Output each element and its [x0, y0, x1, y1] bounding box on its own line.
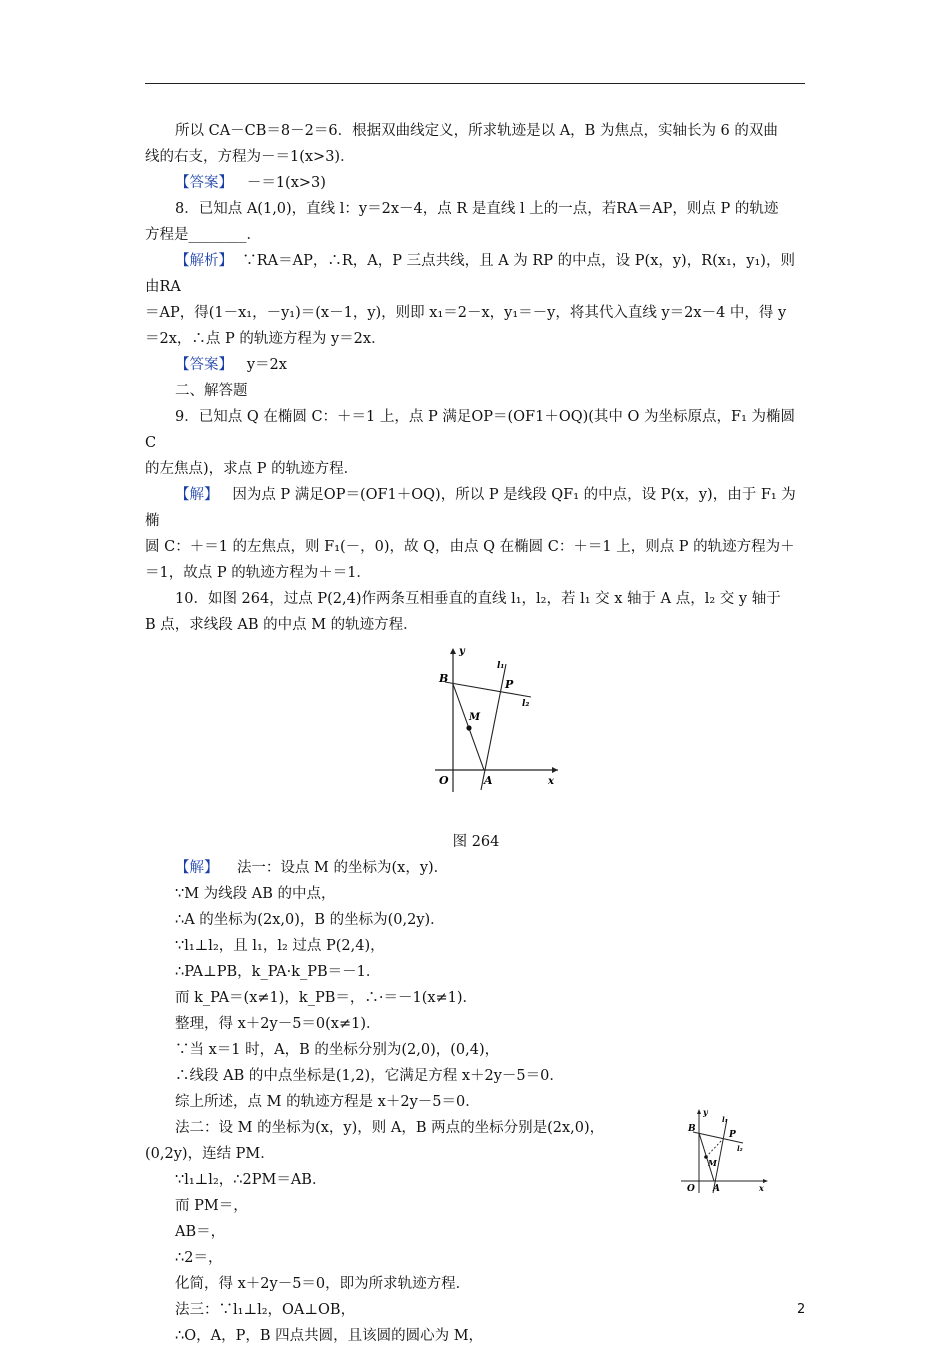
solution-9-cont: 圆 C：＋＝1 的左焦点，则 F₁(－，0)，故 Q，由点 Q 在椭圆 C：＋＝1 上，则点 P 的轨迹方程为＋	[145, 539, 795, 555]
figure-264	[145, 644, 807, 829]
solution-9-cont: ＝1，故点 P 的轨迹方程为＋＝1．	[145, 565, 371, 581]
solution-line: ∴A 的坐标为(2x,0)，B 的坐标为(0,2y)．	[175, 912, 445, 928]
label-m: M	[708, 1158, 717, 1168]
solution-tag: 【解析】	[175, 253, 233, 269]
label-a: A	[484, 774, 493, 787]
solution-8-cont: ＝AP，得(1－x₁，－y₁)＝(x－1，y)，则即 x₁＝2－x，y₁＝－y，将其代入直线 y＝2x－4 中，得 y	[145, 305, 787, 321]
solution-line	[145, 855, 807, 881]
label-a: A	[713, 1184, 720, 1194]
solution-8-cont: ＝2x，∴点 P 的轨迹方程为 y＝2x．	[145, 331, 386, 347]
point-m	[466, 725, 471, 730]
solution-8	[145, 248, 807, 300]
paragraph: 所以 CA－CB＝8－2＝6．根据双曲线定义，所求轨迹是以 A，B 为焦点，实轴长为 6 的双曲	[175, 123, 778, 139]
label-l1: l₁	[722, 1115, 728, 1124]
solution-text: 法一：设点 M 的坐标为(x，y)．	[236, 860, 449, 876]
line-l1	[713, 1119, 727, 1193]
solution-line: ∵M 为线段 AB 的中点，	[175, 886, 336, 902]
label-b: B	[439, 672, 449, 685]
answer-line	[145, 170, 807, 196]
answer-text: y＝2x	[246, 357, 287, 373]
paragraph: 线的右支，方程为－＝1(x>3)．	[145, 149, 355, 165]
solution-9	[145, 482, 807, 534]
question-8: 8．已知点 A(1,0)，直线 l：y＝2x－4，点 R 是直线 l 上的一点，若RA＝AP，则点 P 的轨迹	[175, 201, 779, 217]
solution-line: 而 k_PA＝(x≠1)，k_PB＝，∴·＝－1(x≠1)．	[175, 990, 478, 1006]
solution-text: ∵RA＝AP，∴R，A，P 三点共线，且 A 为 RP 的中点，设 P(x，y)，R(x₁，y₁)，则由RA	[145, 253, 795, 295]
question-9-cont: 的左焦点)，求点 P 的轨迹方程．	[145, 461, 359, 477]
answer-tag: 【答案】	[175, 357, 233, 373]
label-l1: l₁	[497, 661, 505, 671]
solution-line: ∴线段 AB 的中点坐标是(1,2)，它满足方程 x＋2y－5＝0．	[175, 1068, 564, 1084]
answer-text: －＝1(x>3)	[246, 175, 326, 191]
label-p: P	[729, 1130, 736, 1140]
label-l2: l₂	[737, 1144, 743, 1153]
solution-tag: 【解】	[175, 860, 219, 876]
question-10-cont: B 点，求线段 AB 的中点 M 的轨迹方程．	[145, 617, 418, 633]
label-m: M	[469, 712, 481, 723]
label-x: x	[548, 776, 554, 787]
solution-line: 化简，得 x＋2y－5＝0，即为所求轨迹方程．	[175, 1276, 471, 1292]
solution-line: ∴PA⊥PB，k_PA·k_PB＝－1．	[175, 964, 381, 980]
section-heading: 二、解答题	[175, 383, 248, 399]
document-body	[145, 118, 807, 1349]
line-l2	[445, 682, 531, 697]
label-y: y	[703, 1107, 708, 1117]
answer-tag: 【答案】	[175, 175, 233, 191]
solution-line: ∴2＝，	[175, 1250, 223, 1266]
page-number: 2	[797, 1302, 806, 1317]
solution-line: 整理，得 x＋2y－5＝0(x≠1)．	[175, 1016, 381, 1032]
solution-line: 法二：设 M 的坐标为(x，y)，则 A，B 两点的坐标分别是(2x,0)，	[175, 1120, 605, 1136]
solution-text: 因为点 P 满足OP＝(OF1＋OQ)，所以 P 是线段 QF₁ 的中点，设 P(x，y)，由于 F₁ 为椭	[145, 487, 796, 529]
question-10: 10．如图 264，过点 P(2,4)作两条互相垂直的直线 l₁，l₂，若 l₁ 交 x 轴于 A 点，l₂ 交 y 轴于	[175, 591, 781, 607]
header-rule	[145, 83, 805, 84]
label-o: O	[439, 774, 449, 787]
answer-line	[145, 352, 807, 378]
small-geometry-diagram	[675, 1107, 771, 1195]
solution-line: ∵当 x＝1 时，A，B 的坐标分别为(2,0)，(0,4)，	[175, 1042, 500, 1058]
solution-line: ∵l₁⊥l₂，∴2PM＝AB．	[175, 1172, 327, 1188]
label-y: y	[459, 646, 465, 657]
label-l2: l₂	[522, 699, 530, 709]
solution-tag: 【解】	[175, 487, 219, 503]
question-9: 9．已知点 Q 在椭圆 C：＋＝1 上，点 P 满足OP＝(OF1＋OQ)(其中 O 为坐标原点，F₁ 为椭圆 C	[145, 409, 795, 451]
label-o: O	[687, 1184, 695, 1194]
label-b: B	[688, 1124, 696, 1134]
y-axis-arrow	[697, 1109, 701, 1114]
solution-line: ∵l₁⊥l₂，且 l₁，l₂ 过点 P(2,4)，	[175, 938, 385, 954]
solution-line: (0,2y)，连结 PM．	[145, 1146, 275, 1162]
solution-line: 综上所述，点 M 的轨迹方程是 x＋2y－5＝0．	[175, 1094, 480, 1110]
segment-pm	[706, 1140, 722, 1157]
solution-10	[145, 855, 807, 1349]
solution-line: ∴O，A，P，B 四点共圆，且该圆的圆心为 M，	[175, 1328, 484, 1344]
label-p: P	[505, 678, 514, 691]
line-l1	[481, 664, 506, 790]
solution-line: 法三：∵l₁⊥l₂，OA⊥OB，	[175, 1302, 356, 1318]
x-axis-arrow	[552, 767, 558, 773]
figure-caption: 图 264	[452, 834, 500, 850]
solution-line: AB＝，	[175, 1224, 226, 1240]
label-x: x	[759, 1183, 764, 1193]
geometry-diagram	[423, 644, 563, 794]
solution-line: 而 PM＝，	[175, 1198, 248, 1214]
y-axis-arrow	[450, 648, 456, 654]
question-8-cont: 方程是________．	[145, 227, 261, 243]
